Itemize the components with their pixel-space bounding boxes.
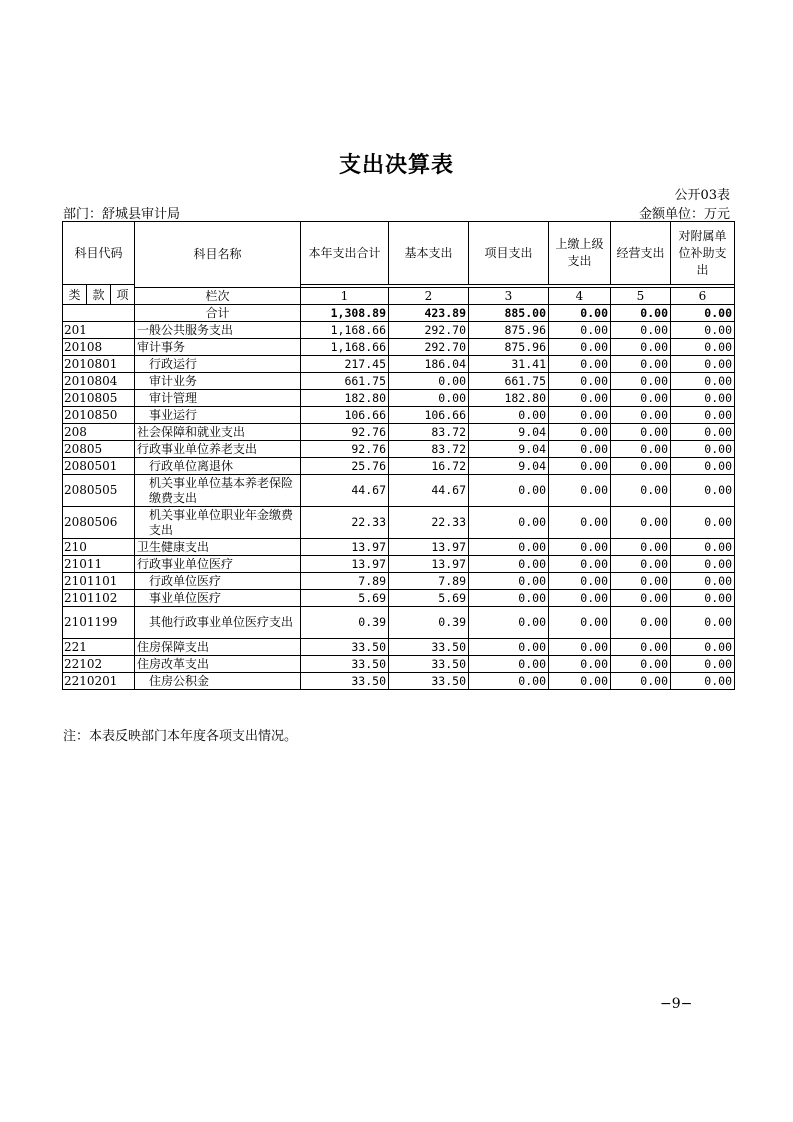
row-code: 201 bbox=[63, 322, 135, 339]
total-label: 合计 bbox=[135, 305, 301, 322]
row-value: 0.00 bbox=[611, 673, 671, 690]
row-value: 1,168.66 bbox=[301, 339, 389, 356]
row-code: 2101199 bbox=[63, 607, 135, 639]
row-value: 0.00 bbox=[611, 556, 671, 573]
total-value: 885.00 bbox=[469, 305, 549, 322]
table-row bbox=[63, 673, 735, 690]
row-value: 0.00 bbox=[611, 322, 671, 339]
row-value: 0.00 bbox=[469, 407, 549, 424]
header-col-3: 项目支出 bbox=[469, 222, 549, 285]
table-row bbox=[63, 639, 735, 656]
row-value: 44.67 bbox=[301, 475, 389, 507]
row-value: 33.50 bbox=[389, 639, 469, 656]
row-name: 行政事业单位养老支出 bbox=[135, 441, 301, 458]
table-row bbox=[63, 424, 735, 441]
table-row bbox=[63, 556, 735, 573]
table-row bbox=[63, 507, 735, 539]
table-body bbox=[63, 222, 735, 690]
row-value: 13.97 bbox=[301, 556, 389, 573]
row-value: 0.00 bbox=[671, 573, 735, 590]
header-lei: 类 bbox=[63, 285, 87, 305]
row-value: 0.00 bbox=[549, 573, 611, 590]
row-value: 0.00 bbox=[469, 656, 549, 673]
header-lanci: 栏次 bbox=[135, 288, 301, 305]
form-number: 公开03表 bbox=[674, 188, 730, 203]
row-code: 208 bbox=[63, 424, 135, 441]
row-value: 0.00 bbox=[469, 639, 549, 656]
row-value: 0.00 bbox=[671, 475, 735, 507]
header-xiang: 项 bbox=[111, 285, 135, 305]
row-name: 机关事业单位职业年金缴费支出 bbox=[135, 507, 301, 539]
row-value: 0.00 bbox=[611, 475, 671, 507]
header-col-5: 经营支出 bbox=[611, 222, 671, 285]
row-code: 2010801 bbox=[63, 356, 135, 373]
row-code: 221 bbox=[63, 639, 135, 656]
row-value: 0.00 bbox=[549, 458, 611, 475]
row-value: 0.00 bbox=[549, 322, 611, 339]
total-row bbox=[63, 305, 735, 322]
row-value: 83.72 bbox=[389, 424, 469, 441]
row-value: 0.00 bbox=[611, 539, 671, 556]
row-name: 事业单位医疗 bbox=[135, 590, 301, 607]
col-number-2: 2 bbox=[389, 288, 469, 305]
row-value: 0.00 bbox=[549, 441, 611, 458]
row-code: 210 bbox=[63, 539, 135, 556]
column-number-row bbox=[63, 288, 735, 305]
header-row bbox=[63, 222, 735, 285]
row-value: 83.72 bbox=[389, 441, 469, 458]
row-name: 社会保障和就业支出 bbox=[135, 424, 301, 441]
row-code: 2101101 bbox=[63, 573, 135, 590]
row-value: 1,168.66 bbox=[301, 322, 389, 339]
table-row bbox=[63, 607, 735, 639]
row-value: 22.33 bbox=[301, 507, 389, 539]
row-value: 0.00 bbox=[469, 475, 549, 507]
row-value: 33.50 bbox=[389, 673, 469, 690]
row-value: 0.00 bbox=[469, 507, 549, 539]
table-row bbox=[63, 407, 735, 424]
row-value: 9.04 bbox=[469, 458, 549, 475]
row-code: 20805 bbox=[63, 441, 135, 458]
department-label: 部门：舒城县审计局 bbox=[63, 207, 181, 222]
row-value: 0.39 bbox=[389, 607, 469, 639]
row-value: 0.00 bbox=[671, 539, 735, 556]
row-name: 事业运行 bbox=[135, 407, 301, 424]
row-value: 33.50 bbox=[389, 656, 469, 673]
row-value: 0.00 bbox=[549, 475, 611, 507]
row-value: 0.39 bbox=[301, 607, 389, 639]
row-value: 661.75 bbox=[469, 373, 549, 390]
row-value: 13.97 bbox=[389, 556, 469, 573]
table-row bbox=[63, 573, 735, 590]
row-value: 0.00 bbox=[611, 607, 671, 639]
row-value: 0.00 bbox=[671, 673, 735, 690]
row-value: 0.00 bbox=[611, 373, 671, 390]
row-name: 卫生健康支出 bbox=[135, 539, 301, 556]
row-value: 13.97 bbox=[301, 539, 389, 556]
row-name: 住房保障支出 bbox=[135, 639, 301, 656]
header-col-6: 对附属单位补助支出 bbox=[671, 222, 735, 285]
row-value: 292.70 bbox=[389, 322, 469, 339]
table-row bbox=[63, 458, 735, 475]
row-value: 92.76 bbox=[301, 441, 389, 458]
page-title: 支出决算表 bbox=[338, 152, 454, 178]
row-value: 5.69 bbox=[301, 590, 389, 607]
row-value: 217.45 bbox=[301, 356, 389, 373]
row-value: 0.00 bbox=[671, 424, 735, 441]
row-name: 审计业务 bbox=[135, 373, 301, 390]
col-number-1: 1 bbox=[301, 288, 389, 305]
row-value: 92.76 bbox=[301, 424, 389, 441]
row-code: 2101102 bbox=[63, 590, 135, 607]
row-value: 0.00 bbox=[549, 539, 611, 556]
row-value: 0.00 bbox=[549, 507, 611, 539]
row-value: 186.04 bbox=[389, 356, 469, 373]
row-value: 0.00 bbox=[611, 441, 671, 458]
row-value: 0.00 bbox=[549, 673, 611, 690]
row-value: 292.70 bbox=[389, 339, 469, 356]
header-kuan: 款 bbox=[87, 285, 111, 305]
row-name: 行政单位医疗 bbox=[135, 573, 301, 590]
row-name: 审计事务 bbox=[135, 339, 301, 356]
row-code: 2010850 bbox=[63, 407, 135, 424]
row-value: 9.04 bbox=[469, 424, 549, 441]
row-value: 0.00 bbox=[671, 390, 735, 407]
total-code-cell bbox=[63, 305, 135, 322]
row-value: 0.00 bbox=[549, 356, 611, 373]
row-value: 44.67 bbox=[389, 475, 469, 507]
table-row bbox=[63, 441, 735, 458]
row-value: 0.00 bbox=[671, 458, 735, 475]
row-code: 22102 bbox=[63, 656, 135, 673]
row-code: 2080501 bbox=[63, 458, 135, 475]
row-code: 20108 bbox=[63, 339, 135, 356]
row-value: 0.00 bbox=[671, 556, 735, 573]
row-value: 0.00 bbox=[611, 356, 671, 373]
table-row bbox=[63, 656, 735, 673]
row-value: 0.00 bbox=[671, 339, 735, 356]
table-row bbox=[63, 590, 735, 607]
row-value: 875.96 bbox=[469, 322, 549, 339]
total-value: 0.00 bbox=[671, 305, 735, 322]
row-value: 106.66 bbox=[301, 407, 389, 424]
header-code: 科目代码 bbox=[63, 222, 135, 285]
row-value: 33.50 bbox=[301, 639, 389, 656]
row-code: 2080505 bbox=[63, 475, 135, 507]
total-value: 1,308.89 bbox=[301, 305, 389, 322]
row-name: 机关事业单位基本养老保险缴费支出 bbox=[135, 475, 301, 507]
row-code: 2080506 bbox=[63, 507, 135, 539]
row-value: 0.00 bbox=[549, 373, 611, 390]
row-value: 33.50 bbox=[301, 673, 389, 690]
row-code: 21011 bbox=[63, 556, 135, 573]
col-number-3: 3 bbox=[469, 288, 549, 305]
row-value: 0.00 bbox=[549, 339, 611, 356]
total-value: 423.89 bbox=[389, 305, 469, 322]
row-value: 0.00 bbox=[611, 639, 671, 656]
row-value: 0.00 bbox=[549, 607, 611, 639]
row-value: 0.00 bbox=[549, 656, 611, 673]
col-number-4: 4 bbox=[549, 288, 611, 305]
row-value: 661.75 bbox=[301, 373, 389, 390]
page-number: −9− bbox=[660, 996, 693, 1012]
row-value: 0.00 bbox=[611, 407, 671, 424]
total-value: 0.00 bbox=[549, 305, 611, 322]
row-name: 审计管理 bbox=[135, 390, 301, 407]
row-name: 住房公积金 bbox=[135, 673, 301, 690]
row-value: 0.00 bbox=[611, 424, 671, 441]
row-name: 行政单位离退休 bbox=[135, 458, 301, 475]
row-value: 0.00 bbox=[611, 507, 671, 539]
row-value: 0.00 bbox=[469, 673, 549, 690]
row-value: 33.50 bbox=[301, 656, 389, 673]
row-value: 0.00 bbox=[549, 424, 611, 441]
row-value: 0.00 bbox=[469, 539, 549, 556]
header-col-1: 本年支出合计 bbox=[301, 222, 389, 285]
row-value: 0.00 bbox=[549, 407, 611, 424]
row-code: 2010805 bbox=[63, 390, 135, 407]
row-value: 106.66 bbox=[389, 407, 469, 424]
row-value: 13.97 bbox=[389, 539, 469, 556]
amount-unit-label: 金额单位：万元 bbox=[638, 207, 730, 222]
row-value: 0.00 bbox=[671, 639, 735, 656]
row-value: 9.04 bbox=[469, 441, 549, 458]
header-col-4: 上缴上级支出 bbox=[549, 222, 611, 285]
table-row bbox=[63, 356, 735, 373]
row-value: 0.00 bbox=[671, 507, 735, 539]
row-value: 0.00 bbox=[671, 656, 735, 673]
row-value: 0.00 bbox=[549, 556, 611, 573]
header-col-2: 基本支出 bbox=[389, 222, 469, 285]
row-name: 其他行政事业单位医疗支出 bbox=[135, 607, 301, 639]
row-value: 0.00 bbox=[611, 656, 671, 673]
row-value: 0.00 bbox=[469, 556, 549, 573]
row-name: 行政事业单位医疗 bbox=[135, 556, 301, 573]
header-name: 科目名称 bbox=[135, 222, 301, 288]
row-code: 2010804 bbox=[63, 373, 135, 390]
row-value: 0.00 bbox=[611, 458, 671, 475]
row-value: 0.00 bbox=[671, 356, 735, 373]
table-row bbox=[63, 373, 735, 390]
row-value: 0.00 bbox=[611, 573, 671, 590]
col-number-5: 5 bbox=[611, 288, 671, 305]
row-value: 31.41 bbox=[469, 356, 549, 373]
table-row bbox=[63, 539, 735, 556]
table-row bbox=[63, 390, 735, 407]
row-value: 0.00 bbox=[549, 639, 611, 656]
row-value: 0.00 bbox=[469, 573, 549, 590]
row-value: 0.00 bbox=[389, 390, 469, 407]
table-note: 注：本表反映部门本年度各项支出情况。 bbox=[63, 729, 298, 744]
row-value: 875.96 bbox=[469, 339, 549, 356]
row-value: 0.00 bbox=[389, 373, 469, 390]
row-value: 0.00 bbox=[549, 590, 611, 607]
table-row bbox=[63, 339, 735, 356]
row-value: 0.00 bbox=[671, 590, 735, 607]
row-value: 182.80 bbox=[469, 390, 549, 407]
total-value: 0.00 bbox=[611, 305, 671, 322]
table-row bbox=[63, 322, 735, 339]
row-name: 住房改革支出 bbox=[135, 656, 301, 673]
row-value: 22.33 bbox=[389, 507, 469, 539]
row-value: 0.00 bbox=[549, 390, 611, 407]
col-number-6: 6 bbox=[671, 288, 735, 305]
row-value: 7.89 bbox=[301, 573, 389, 590]
expenditure-table bbox=[62, 221, 735, 690]
row-value: 182.80 bbox=[301, 390, 389, 407]
row-value: 0.00 bbox=[611, 339, 671, 356]
row-value: 0.00 bbox=[671, 441, 735, 458]
row-value: 0.00 bbox=[671, 322, 735, 339]
row-value: 25.76 bbox=[301, 458, 389, 475]
row-value: 0.00 bbox=[671, 607, 735, 639]
table-row bbox=[63, 475, 735, 507]
row-value: 7.89 bbox=[389, 573, 469, 590]
row-value: 0.00 bbox=[469, 590, 549, 607]
row-code: 2210201 bbox=[63, 673, 135, 690]
row-name: 行政运行 bbox=[135, 356, 301, 373]
row-value: 0.00 bbox=[611, 390, 671, 407]
row-value: 5.69 bbox=[389, 590, 469, 607]
row-value: 0.00 bbox=[671, 373, 735, 390]
row-name: 一般公共服务支出 bbox=[135, 322, 301, 339]
row-value: 16.72 bbox=[389, 458, 469, 475]
row-value: 0.00 bbox=[611, 590, 671, 607]
row-value: 0.00 bbox=[671, 407, 735, 424]
row-value: 0.00 bbox=[469, 607, 549, 639]
